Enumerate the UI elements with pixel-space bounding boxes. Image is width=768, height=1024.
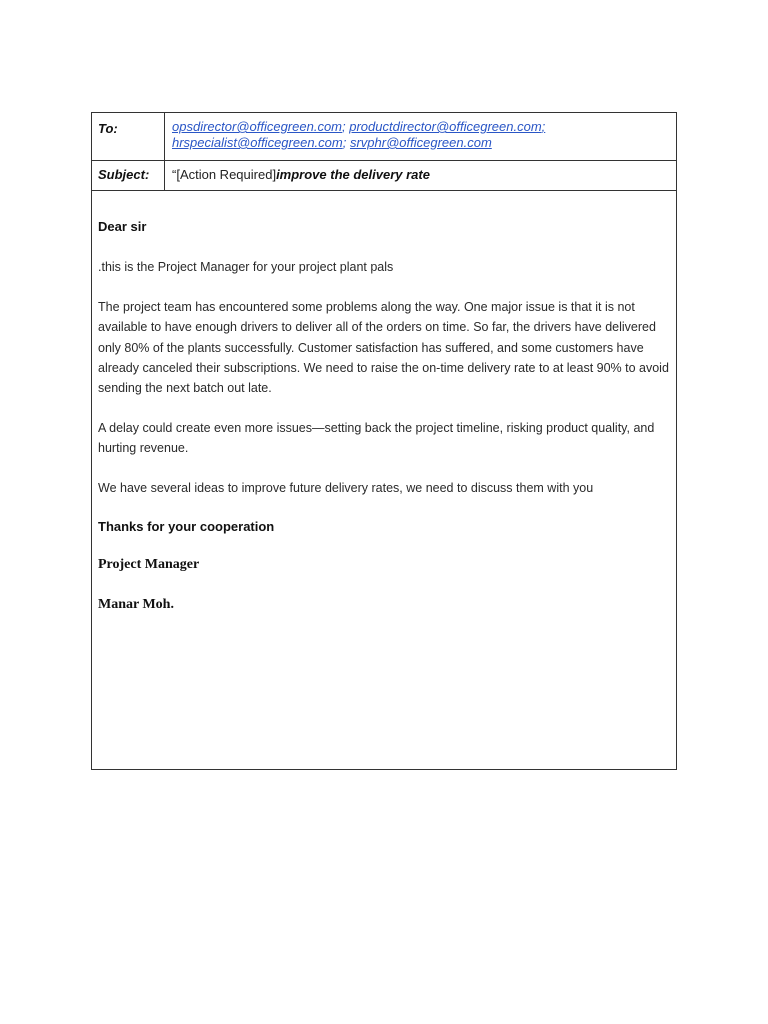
email-draft-box: [91, 112, 677, 770]
problem-paragraph: The project team has encountered some problems along the way. One major issue is that it is not available to have enough drivers to deliver all of the orders on time. So far, the drivers have delivered only 80% of the plants successfully. Customer satisfaction has suffered, and some customers have already canceled their subscriptions. We need to raise the on-time delivery rate to at least 90% to avoid sending the next batch out late.: [98, 300, 669, 396]
risk-paragraph: A delay could create even more issues—setting back the project timeline, risking product quality, and hurting revenue.: [98, 421, 655, 456]
recipients-field: [172, 119, 670, 151]
to-row: [92, 113, 676, 161]
recipient-link-srvphr[interactable]: srvphr@officegreen.com: [349, 135, 492, 150]
subject-prefix: “[Action Required]: [172, 167, 277, 182]
subject-label: Subject:: [92, 160, 165, 190]
recipient-separator: ;: [541, 119, 546, 134]
signature-name: Manar Moh.: [98, 597, 174, 612]
recipient-separator: ;: [342, 119, 346, 134]
subject-row: [92, 160, 676, 191]
recipients-line-2: [172, 135, 670, 151]
to-label: To:: [92, 113, 165, 160]
ideas-paragraph: We have several ideas to improve future delivery rates, we need to discuss them with you: [98, 481, 594, 495]
recipient-link-hrspecialist[interactable]: hrspecialist@officegreen.com: [172, 135, 343, 150]
signature-role: Project Manager: [98, 557, 200, 572]
subject-text: improve the delivery rate: [276, 167, 430, 182]
closing-line: Thanks for your cooperation: [98, 519, 275, 534]
recipient-separator: ;: [342, 135, 347, 150]
intro-paragraph: .this is the Project Manager for your project plant pals: [98, 260, 394, 274]
recipient-link-productdirector[interactable]: productdirector@officegreen.com: [349, 119, 542, 134]
greeting: Dear sir: [98, 219, 147, 234]
subject-field: [172, 167, 670, 183]
recipient-link-opsdirector[interactable]: opsdirector@officegreen.com: [172, 119, 342, 134]
recipients-line-1: [172, 119, 670, 135]
